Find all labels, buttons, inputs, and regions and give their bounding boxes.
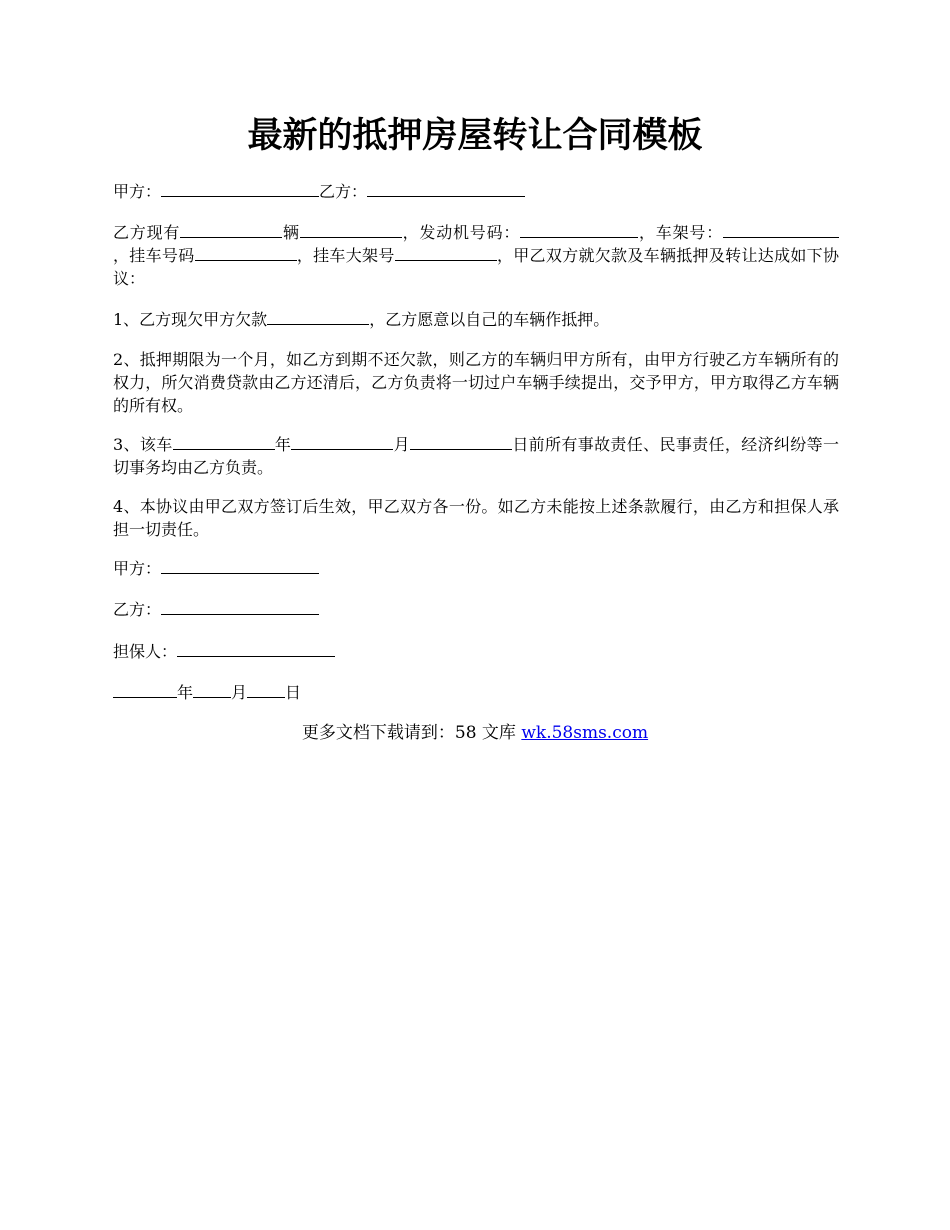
debt-amount-blank[interactable] xyxy=(267,309,369,325)
clause-2: 2、抵押期限为一个月，如乙方到期不还欠款，则乙方的车辆归甲方所有，由甲方行驶乙方车辆所有的权力，所欠消费贷款由乙方还清后，乙方负责将一切过户车辆手续提出，交予甲方，甲方取得乙方车辆的所有权。 xyxy=(113,350,839,415)
footer-text: 更多文档下载请到：58 文库 xyxy=(301,723,522,743)
signature-guarantor-blank[interactable] xyxy=(177,641,335,657)
parties-line xyxy=(113,180,839,203)
sign-month-blank[interactable] xyxy=(193,682,231,698)
clause-text: 年 xyxy=(274,435,292,454)
engine-number-blank[interactable] xyxy=(520,222,638,238)
footer xyxy=(0,721,950,745)
signature-party-b-blank[interactable] xyxy=(161,599,319,615)
party-a-blank[interactable] xyxy=(161,181,319,197)
day-blank[interactable] xyxy=(410,434,512,450)
trailer-number-blank[interactable] xyxy=(195,245,297,261)
intro-text: ，甲乙双方就欠款及车辆抵押及转让达成如下协议： xyxy=(113,246,839,288)
clause-1 xyxy=(113,308,839,331)
signature-guarantor xyxy=(113,640,839,663)
signature-label: 乙方： xyxy=(113,600,162,619)
sign-year-blank[interactable] xyxy=(113,682,177,698)
intro-text: ，发动机号码： xyxy=(401,223,521,242)
clause-text: ，乙方愿意以自己的车辆作抵押。 xyxy=(369,310,610,329)
intro-text: 辆 xyxy=(282,223,300,242)
date-label: 年 xyxy=(177,683,194,702)
vehicle-count-blank[interactable] xyxy=(180,222,282,238)
intro-paragraph xyxy=(113,221,839,290)
sign-day-blank[interactable] xyxy=(247,682,285,698)
clause-text: 月 xyxy=(393,435,410,454)
date-label: 月 xyxy=(231,683,248,702)
party-b-blank[interactable] xyxy=(367,181,525,197)
signature-date xyxy=(113,681,839,704)
frame-number-blank-cont[interactable] xyxy=(805,222,839,238)
intro-text: ，挂车大架号 xyxy=(296,246,395,265)
trailer-frame-blank[interactable] xyxy=(395,245,497,261)
clause-text: 3、该车 xyxy=(113,435,173,454)
intro-text: 乙方现有 xyxy=(113,223,181,242)
intro-text: ，车架号： xyxy=(638,223,723,242)
document-title: 最新的抵押房屋转让合同模板 xyxy=(247,115,703,156)
clause-4: 4、本协议由甲乙双方签订后生效，甲乙双方各一份。如乙方未能按上述条款履行，由乙方和担保人承担一切责任。 xyxy=(113,497,839,539)
signature-party-a xyxy=(113,557,839,580)
year-blank[interactable] xyxy=(173,434,275,450)
month-blank[interactable] xyxy=(291,434,393,450)
intro-text: ，挂车号码 xyxy=(113,246,195,265)
date-label: 日 xyxy=(285,683,302,702)
signature-label: 甲方： xyxy=(113,559,162,578)
frame-number-blank[interactable] xyxy=(723,222,805,238)
footer-link[interactable]: wk.58sms.com xyxy=(521,723,649,743)
signature-party-b xyxy=(113,598,839,621)
party-a-label: 甲方： xyxy=(113,182,162,201)
signature-party-a-blank[interactable] xyxy=(161,558,319,574)
vehicle-model-blank[interactable] xyxy=(300,222,402,238)
clause-3 xyxy=(113,433,839,479)
party-b-label: 乙方： xyxy=(319,182,368,201)
clause-text: 1、乙方现欠甲方欠款 xyxy=(113,310,268,329)
signature-label: 担保人： xyxy=(113,642,178,661)
clause-text: 日前所有事故责任、民事责任，经济纠纷等一切事务均由乙方负责。 xyxy=(113,435,839,477)
